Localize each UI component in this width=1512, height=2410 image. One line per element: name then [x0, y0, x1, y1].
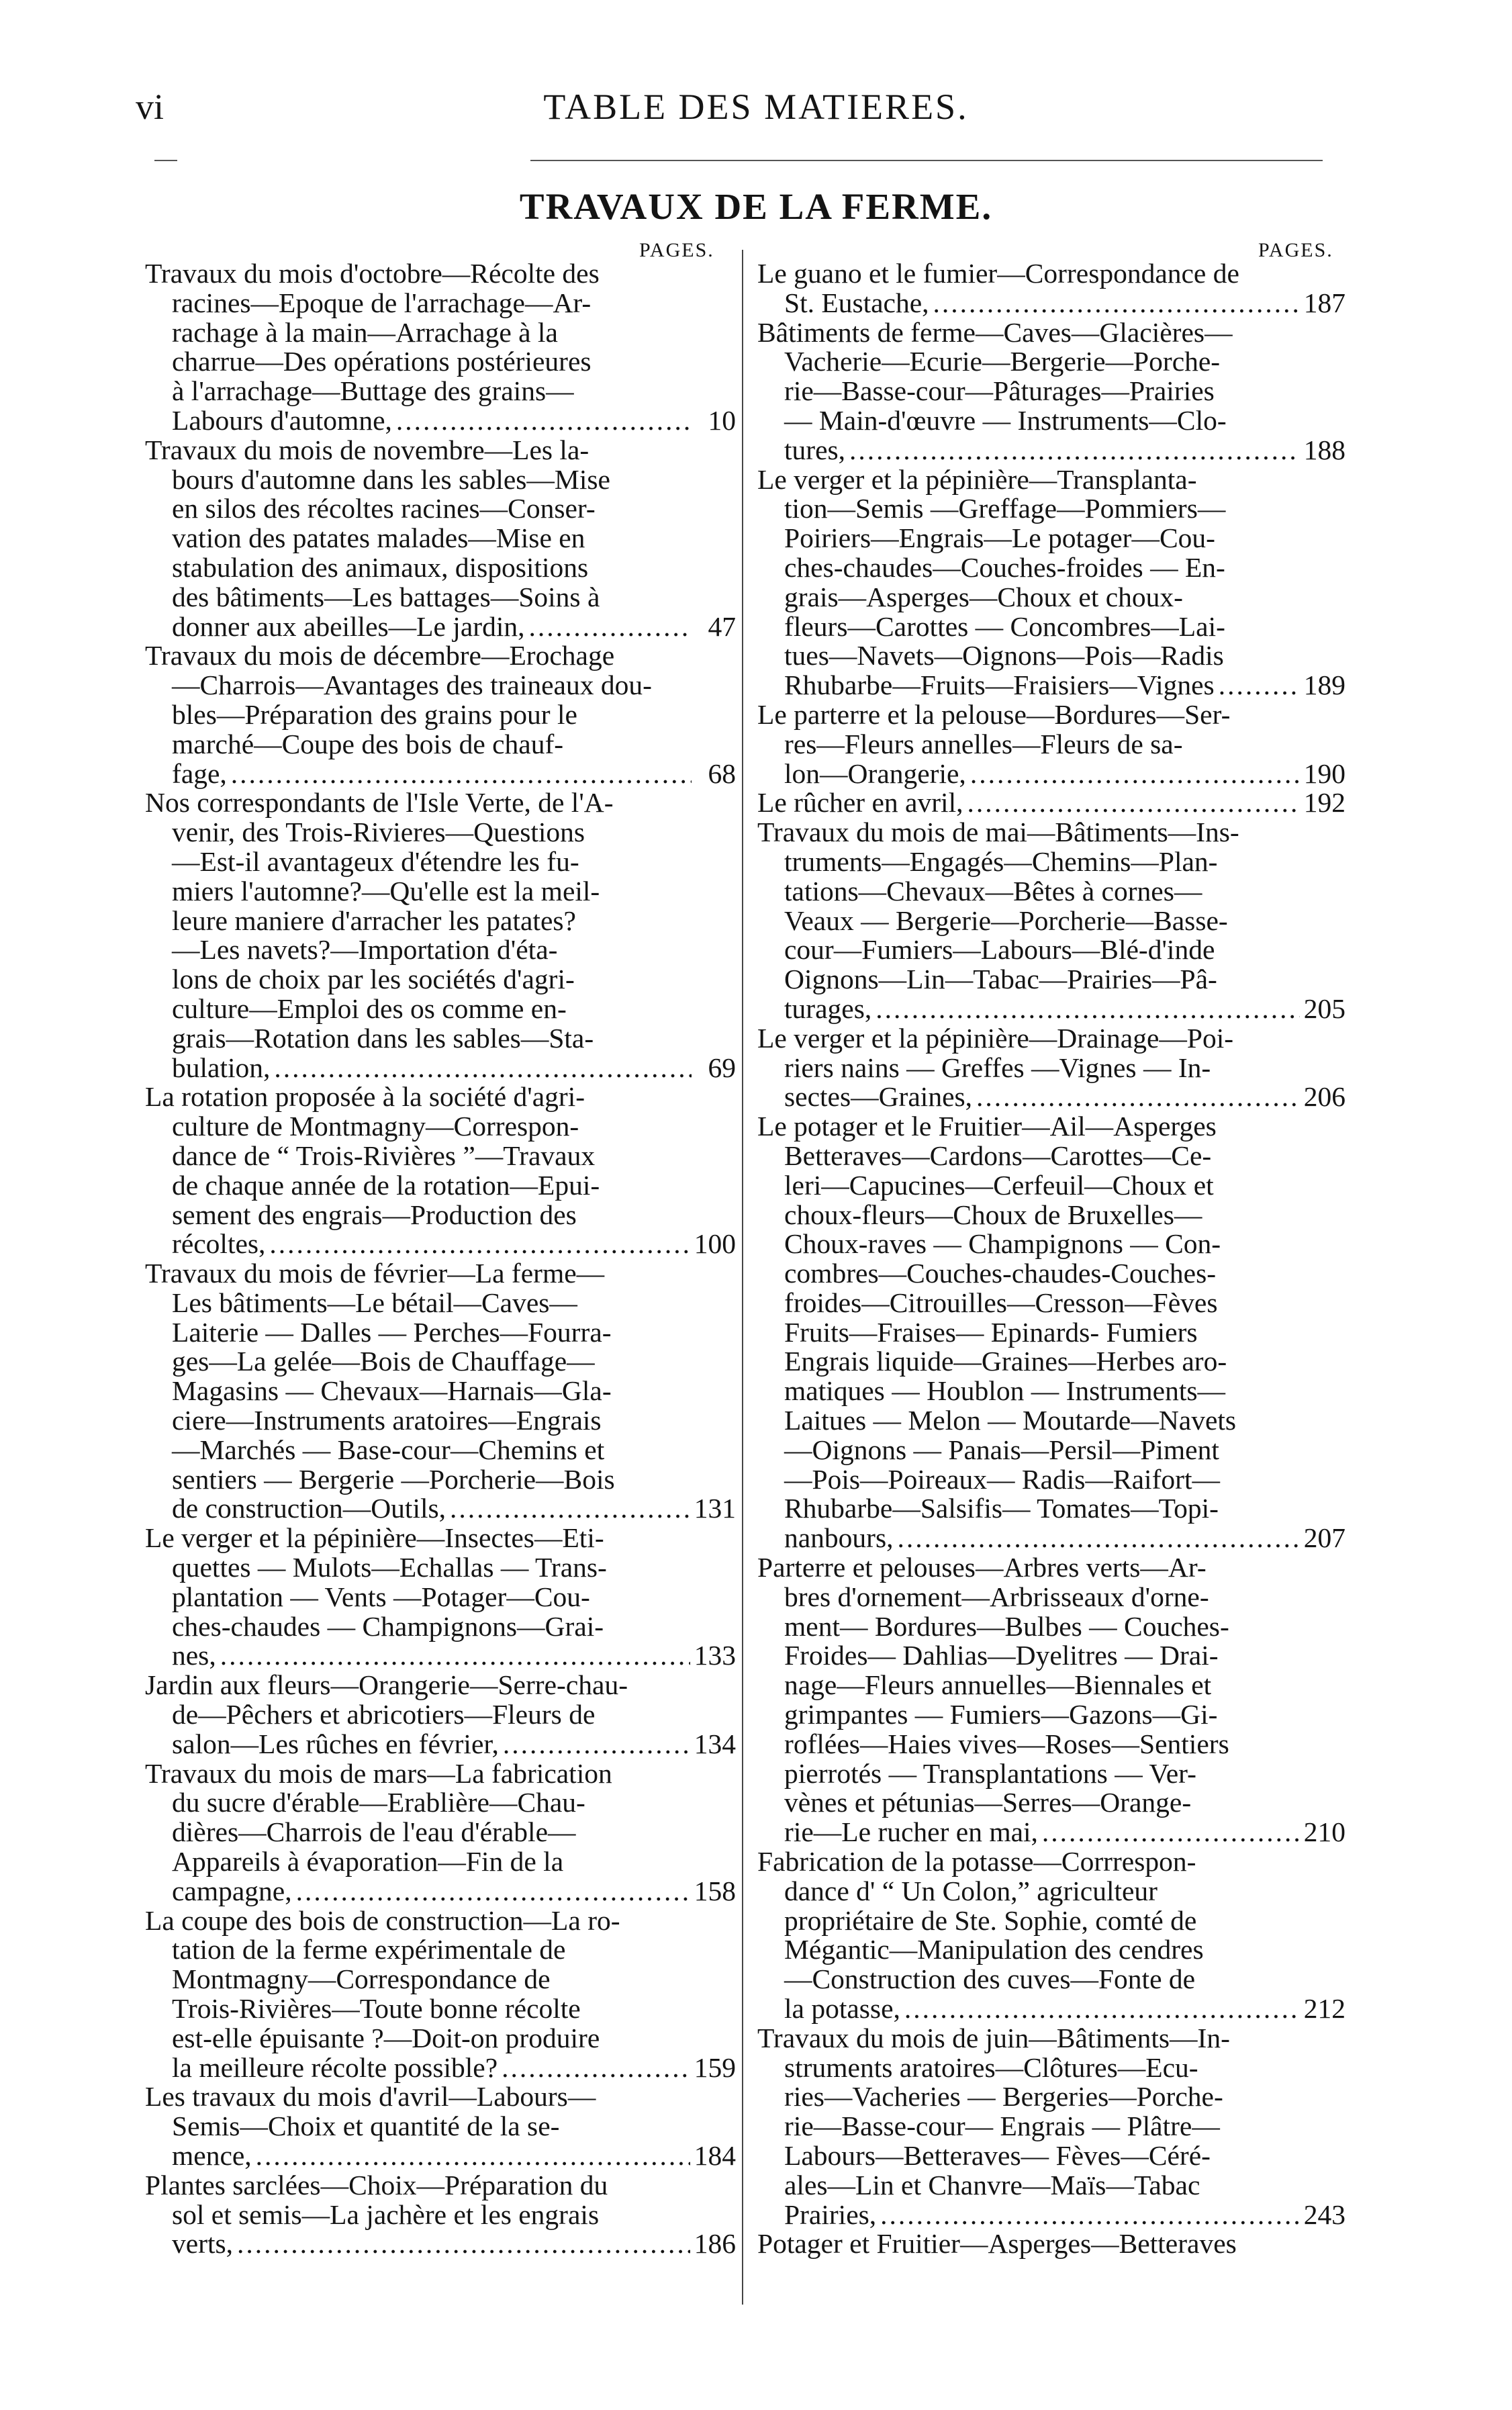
- toc-entry-line: Le guano et le fumier—Correspondance de: [757, 258, 1239, 289]
- toc-entry-line: matiques — Houblon — Instruments—: [784, 1375, 1226, 1407]
- dot-leader: [849, 436, 1300, 465]
- toc-entry: [757, 259, 1345, 318]
- toc-entry-line: —Charrois—Avantages des traineaux dou-: [172, 669, 652, 701]
- toc-entry-line: Le potager et le Fruitier—Ail—Asperges: [757, 1111, 1217, 1142]
- toc-entry-line: Oignons—Lin—Tabac—Prairies—Pâ-: [784, 964, 1217, 995]
- toc-entry-last-line: Le rûcher en avril,: [757, 787, 963, 819]
- page-number: vi: [136, 87, 164, 127]
- dot-leader: [450, 1494, 690, 1524]
- toc-entry-last-line: tures,: [784, 434, 846, 465]
- right-column: [757, 259, 1345, 2259]
- toc-entry: [757, 1024, 1345, 1112]
- toc-entry-line: de—Pêchers et abricotiers—Fleurs de: [172, 1699, 596, 1730]
- toc-entry-line: roflées—Haies vives—Roses—Sentiers: [784, 1728, 1229, 1759]
- toc-entry-last-line: verts,: [172, 2228, 234, 2260]
- toc-entry-last-line: la meilleure récolte possible?: [172, 2051, 498, 2083]
- toc-entry-line: Travaux du mois de mai—Bâtiments—Ins-: [757, 817, 1239, 848]
- toc-entry-line: cour—Fumiers—Labours—Blé-d'inde: [784, 934, 1215, 966]
- toc-entry-line: Engrais liquide—Graines—Herbes aro-: [784, 1346, 1227, 1377]
- toc-entry-line: Potager et Fruitier—Asperges—Betteraves: [757, 2228, 1237, 2260]
- toc-page-number: 47: [708, 610, 736, 642]
- toc-entry: [757, 1553, 1345, 1847]
- toc-entry-line: Appareils à évaporation—Fin de la: [172, 1846, 564, 1878]
- toc-entry: [145, 2171, 736, 2259]
- toc-entry-line: — Main-d'œuvre — Instruments—Clo-: [784, 404, 1227, 436]
- dot-leader: [256, 2141, 690, 2171]
- toc-entry-line: Labours—Betteraves— Fèves—Céré-: [784, 2140, 1211, 2171]
- toc-page-number: 68: [708, 757, 736, 789]
- toc-entry: [757, 818, 1345, 1024]
- toc-entry: [757, 2229, 1345, 2259]
- toc-entry-line: Nos correspondants de l'Isle Verte, de l'A-: [145, 787, 614, 819]
- toc-entry-line: leri—Capucines—Cerfeuil—Choux et: [784, 1169, 1214, 1201]
- toc-entry: [145, 1671, 736, 1759]
- toc-entry-line: Rhubarbe—Salsifis— Tomates—Topi-: [784, 1493, 1219, 1524]
- toc-entry-last-line: nes,: [172, 1640, 216, 1671]
- toc-entry-last-line: rie—Le rucher en mai,: [784, 1816, 1038, 1848]
- toc-entry-last-line: récoltes,: [172, 1228, 266, 1260]
- toc-entry-line: Travaux du mois de juin—Bâtiments—In-: [757, 2022, 1230, 2053]
- toc-entry-line: struments aratoires—Clôtures—Ecu-: [784, 2051, 1198, 2083]
- toc-entry-line: bres d'ornement—Arbrisseaux d'orne-: [784, 1581, 1209, 1612]
- toc-entry: [757, 1847, 1345, 2024]
- toc-entry-line: culture de Montmagny—Correspon-: [172, 1111, 579, 1142]
- toc-entry-last-line: turages,: [784, 992, 872, 1024]
- dot-leader: [296, 1877, 690, 1906]
- toc-entry-line: Laitues — Melon — Moutarde—Navets: [784, 1405, 1237, 1436]
- toc-entry-line: La coupe des bois de construction—La ro-: [145, 1904, 620, 1936]
- toc-entry-line: tion—Semis —Greffage—Pommiers—: [784, 493, 1226, 524]
- toc-entry-line: racines—Epoque de l'arrachage—Ar-: [172, 287, 592, 318]
- toc-entry-line: sol et semis—La jachère et les engrais: [172, 2198, 600, 2230]
- toc-entry-line: miers l'automne?—Qu'elle est la meil-: [172, 875, 600, 907]
- toc-entry-line: ries—Vacheries — Bergeries—Porche-: [784, 2081, 1223, 2113]
- toc-page-number: 10: [708, 404, 736, 436]
- toc-entry-last-line: fage,: [172, 757, 227, 789]
- toc-entry-line: des bâtiments—Les battages—Soins à: [172, 581, 600, 612]
- toc-entry-last-line: Labours d'automne,: [172, 404, 392, 436]
- toc-entry-line: rie—Basse-cour—Pâturages—Prairies: [784, 375, 1215, 407]
- toc-entry: [145, 1524, 736, 1671]
- toc-entry-line: tation de la ferme expérimentale de: [172, 1934, 566, 1965]
- toc-entry-line: dance de “ Trois-Rivières ”—Travaux: [172, 1140, 596, 1171]
- toc-entry-last-line: St. Eustache,: [784, 287, 929, 318]
- dot-leader: [904, 1994, 1300, 2024]
- toc-entry-line: ches-chaudes—Couches-froides — En-: [784, 551, 1225, 583]
- toc-entry-line: grais—Asperges—Choux et choux-: [784, 581, 1183, 612]
- toc-entry-line: —Est-il avantageux d'étendre les fu-: [172, 845, 579, 877]
- toc-entry: [145, 1759, 736, 1906]
- toc-entry-line: Parterre et pelouses—Arbres verts—Ar-: [757, 1552, 1207, 1583]
- toc-entry-last-line: sectes—Graines,: [784, 1081, 973, 1113]
- toc-entry-line: bles—Préparation des grains pour le: [172, 698, 577, 730]
- toc-page-number: 69: [708, 1052, 736, 1083]
- toc-entry: [757, 700, 1345, 788]
- toc-entry-line: fleurs—Carottes — Concombres—Lai-: [784, 610, 1225, 642]
- pages-label-left: PAGES.: [639, 239, 714, 261]
- toc-entry-line: ches-chaudes — Champignons—Grai-: [172, 1610, 604, 1642]
- toc-entry: [757, 318, 1345, 465]
- toc-entry-line: Les bâtiments—Le bétail—Caves—: [172, 1287, 577, 1318]
- toc-entry-line: Le parterre et la pelouse—Bordures—Ser-: [757, 698, 1231, 730]
- toc-page-number: 206: [1303, 1081, 1345, 1113]
- toc-entry-line: tations—Chevaux—Bêtes à cornes—: [784, 875, 1202, 907]
- toc-entry: [145, 641, 736, 788]
- toc-entry-line: lons de choix par les sociétés d'agri-: [172, 964, 575, 995]
- toc-entry-line: Le verger et la pépinière—Drainage—Poi-: [757, 1022, 1234, 1054]
- toc-entry-last-line: lon—Orangerie,: [784, 757, 966, 789]
- toc-entry-line: rachage à la main—Arrachage à la: [172, 316, 558, 348]
- toc-entry-last-line: Rhubarbe—Fruits—Fraisiers—Vignes: [784, 669, 1215, 701]
- toc-entry-line: grimpantes — Fumiers—Gazons—Gi-: [784, 1699, 1218, 1730]
- dot-leader: [274, 1054, 692, 1083]
- dot-leader: [237, 2229, 690, 2259]
- toc-entry-line: marché—Coupe des bois de chauf-: [172, 728, 564, 759]
- toc-entry-line: combres—Couches-chaudes-Couches-: [784, 1258, 1217, 1289]
- dot-leader: [967, 788, 1299, 818]
- toc-entry-line: stabulation des animaux, dispositions: [172, 551, 589, 583]
- toc-entry-last-line: bulation,: [172, 1052, 271, 1083]
- dot-leader: [231, 759, 692, 789]
- toc-page-number: 184: [694, 2140, 736, 2171]
- toc-entry-line: —Construction des cuves—Fonte de: [784, 1963, 1196, 1995]
- toc-entry: [145, 259, 736, 436]
- toc-entry-line: pierrotés — Transplantations — Ver-: [784, 1757, 1196, 1789]
- toc-entry-line: Travaux du mois de décembre—Erochage: [145, 640, 615, 671]
- toc-entry-line: Semis—Choix et quantité de la se-: [172, 2111, 560, 2142]
- dot-leader: [976, 1082, 1300, 1112]
- toc-entry-line: res—Fleurs annelles—Fleurs de sa-: [784, 728, 1183, 759]
- toc-entry-last-line: donner aux abeilles—Le jardin,: [172, 610, 525, 642]
- toc-page-number: 207: [1303, 1522, 1345, 1554]
- toc-entry-last-line: la potasse,: [784, 1993, 900, 2025]
- toc-entry-line: grais—Rotation dans les sables—Sta-: [172, 1022, 594, 1054]
- toc-page-number: 205: [1303, 992, 1345, 1024]
- toc-entry: [757, 465, 1345, 700]
- toc-entry-line: —Les navets?—Importation d'éta-: [172, 934, 558, 966]
- dot-leader: [528, 612, 692, 642]
- toc-entry-line: Veaux — Bergerie—Porcherie—Basse-: [784, 905, 1228, 936]
- dot-leader: [503, 1730, 690, 1759]
- toc-entry-line: Travaux du mois de novembre—Les la-: [145, 434, 589, 465]
- toc-page-number: 187: [1303, 287, 1345, 318]
- toc-entry-line: Mégantic—Manipulation des cendres: [784, 1934, 1204, 1965]
- toc-entry-line: vènes et pétunias—Serres—Orange-: [784, 1787, 1192, 1818]
- toc-entry-line: est-elle épuisante ?—Doit-on produire: [172, 2022, 600, 2053]
- toc-page-number: 133: [694, 1640, 736, 1671]
- dot-leader: [1042, 1818, 1300, 1847]
- toc-page-number: 158: [694, 1875, 736, 1906]
- toc-entry-last-line: campagne,: [172, 1875, 292, 1906]
- toc-page-number: 131: [694, 1493, 736, 1524]
- toc-page-number: 212: [1303, 1993, 1345, 2025]
- toc-entry-line: ges—La gelée—Bois de Chauffage—: [172, 1346, 595, 1377]
- toc-entry: [757, 788, 1345, 818]
- dot-leader: [876, 994, 1300, 1024]
- dot-leader: [220, 1641, 690, 1671]
- toc-entry-line: sement des engrais—Production des: [172, 1199, 577, 1230]
- toc-entry: [145, 788, 736, 1082]
- dot-leader: [933, 289, 1300, 318]
- toc-entry-line: —Marchés — Base-cour—Chemins et: [172, 1434, 605, 1465]
- toc-entry: [757, 1112, 1345, 1553]
- toc-entry-line: vation des patates malades—Mise en: [172, 522, 585, 554]
- toc-entry-line: —Oignons — Panais—Persil—Piment: [784, 1434, 1219, 1465]
- toc-entry-line: propriétaire de Ste. Sophie, comté de: [784, 1904, 1197, 1936]
- toc-entry-line: Jardin aux fleurs—Orangerie—Serre-chau-: [145, 1669, 628, 1701]
- toc-entry: [145, 1082, 736, 1259]
- toc-entry-line: Travaux du mois de février—La ferme—: [145, 1258, 605, 1289]
- left-column: [145, 259, 736, 2259]
- toc-entry-line: Travaux du mois d'octobre—Récolte des: [145, 258, 600, 289]
- toc-entry-last-line: mence,: [172, 2140, 252, 2171]
- toc-entry-line: —Pois—Poireaux— Radis—Raifort—: [784, 1463, 1220, 1495]
- toc-entry-line: ment— Bordures—Bulbes — Couches-: [784, 1610, 1229, 1642]
- toc-entry: [145, 436, 736, 642]
- dot-leader: [502, 2053, 690, 2083]
- toc-entry-last-line: salon—Les rûches en février,: [172, 1728, 499, 1759]
- toc-entry-line: de chaque année de la rotation—Epui-: [172, 1169, 600, 1201]
- header-rule-left: [154, 160, 177, 161]
- toc-page-number: 192: [1303, 787, 1345, 819]
- section-title: TRAVAUX DE LA FERME.: [519, 186, 993, 227]
- toc-entry: [145, 1259, 736, 1524]
- dot-leader: [880, 2200, 1300, 2230]
- dot-leader: [898, 1524, 1300, 1553]
- toc-page-number: 186: [694, 2228, 736, 2260]
- toc-entry-line: Le verger et la pépinière—Insectes—Eti-: [145, 1522, 604, 1554]
- toc-entry-line: Magasins — Chevaux—Harnais—Gla-: [172, 1375, 612, 1407]
- toc-entry-line: Betteraves—Cardons—Carottes—Ce-: [784, 1140, 1212, 1171]
- toc-entry-line: leure maniere d'arracher les patates?: [172, 905, 576, 936]
- toc-entry-line: dières—Charrois de l'eau d'érable—: [172, 1816, 576, 1848]
- toc-page-number: 190: [1303, 757, 1345, 789]
- toc-entry-line: à l'arrachage—Buttage des grains—: [172, 375, 574, 407]
- toc-entry-line: Plantes sarclées—Choix—Préparation du: [145, 2169, 608, 2200]
- toc-entry: [145, 1906, 736, 2083]
- toc-page-number: 189: [1303, 669, 1345, 701]
- toc-entry-line: du sucre d'érable—Erablière—Chau-: [172, 1787, 585, 1818]
- pages-label-right: PAGES.: [1258, 239, 1333, 261]
- toc-page-number: 100: [694, 1228, 736, 1260]
- toc-entry-line: Montmagny—Correspondance de: [172, 1963, 551, 1995]
- toc-entry-line: truments—Engagés—Chemins—Plan-: [784, 845, 1218, 877]
- toc-page-number: 159: [694, 2051, 736, 2083]
- toc-entry-line: La rotation proposée à la société d'agri-: [145, 1081, 585, 1113]
- toc-entry-line: tues—Navets—Oignons—Pois—Radis: [784, 640, 1224, 671]
- toc-entry-line: bours d'automne dans les sables—Mise: [172, 463, 610, 495]
- toc-entry-line: en silos des récoltes racines—Conser-: [172, 493, 596, 524]
- toc-page-number: 134: [694, 1728, 736, 1759]
- toc-entry-line: plantation — Vents —Potager—Cou-: [172, 1581, 590, 1612]
- toc-entry-line: dance d' “ Un Colon,” agriculteur: [784, 1875, 1157, 1906]
- dot-leader: [970, 759, 1300, 789]
- toc-entry-line: riers nains — Greffes —Vignes — In-: [784, 1052, 1211, 1083]
- toc-entry-last-line: nanbours,: [784, 1522, 894, 1554]
- toc-entry-last-line: Prairies,: [784, 2198, 877, 2230]
- toc-entry-line: venir, des Trois-Rivieres—Questions: [172, 817, 585, 848]
- toc-entry-line: charrue—Des opérations postérieures: [172, 346, 592, 377]
- dot-leader: [269, 1230, 690, 1259]
- column-divider: [742, 250, 743, 2305]
- toc-entry-line: Trois-Rivières—Toute bonne récolte: [172, 1993, 581, 2025]
- dot-leader: [396, 406, 692, 436]
- toc-page-number: 188: [1303, 434, 1345, 465]
- toc-entry-line: choux-fleurs—Choux de Bruxelles—: [784, 1199, 1202, 1230]
- toc-entry-line: quettes — Mulots—Echallas — Trans-: [172, 1552, 607, 1583]
- toc-entry-line: Les travaux du mois d'avril—Labours—: [145, 2081, 596, 2113]
- toc-page-number: 210: [1303, 1816, 1345, 1848]
- dot-leader: [1219, 671, 1300, 700]
- toc-entry-line: Fruits—Fraises— Epinards- Fumiers: [784, 1316, 1198, 1348]
- toc-entry-line: ales—Lin et Chanvre—Maïs—Tabac: [784, 2169, 1200, 2200]
- toc-entry-line: sentiers — Bergerie —Porcherie—Bois: [172, 1463, 615, 1495]
- running-title: TABLE DES MATIERES.: [543, 87, 969, 127]
- toc-entry-line: ciere—Instruments aratoires—Engrais: [172, 1405, 602, 1436]
- toc-entry: [757, 2024, 1345, 2230]
- toc-entry-line: Fabrication de la potasse—Corrrespon-: [757, 1846, 1196, 1878]
- toc-entry-line: Poiriers—Engrais—Le potager—Cou-: [784, 522, 1215, 554]
- toc-page-number: 243: [1303, 2198, 1345, 2230]
- toc-entry-line: Choux-raves — Champignons — Con-: [784, 1228, 1221, 1260]
- toc-entry: [145, 2082, 736, 2170]
- header-rule: [530, 160, 1323, 161]
- toc-entry-line: Vacherie—Ecurie—Bergerie—Porche-: [784, 346, 1221, 377]
- toc-entry-line: Froides— Dahlias—Dyelitres — Drai-: [784, 1640, 1219, 1671]
- toc-entry-line: Bâtiments de ferme—Caves—Glacières—: [757, 316, 1233, 348]
- toc-entry-line: culture—Emploi des os comme en-: [172, 992, 567, 1024]
- toc-entry-line: nage—Fleurs annuelles—Biennales et: [784, 1669, 1212, 1701]
- toc-entry-line: froides—Citrouilles—Cresson—Fèves: [784, 1287, 1218, 1318]
- toc-entry-line: rie—Basse-cour— Engrais — Plâtre—: [784, 2111, 1220, 2142]
- toc-entry-last-line: de construction—Outils,: [172, 1493, 446, 1524]
- toc-entry-line: Le verger et la pépinière—Transplanta-: [757, 463, 1197, 495]
- toc-entry-line: Travaux du mois de mars—La fabrication: [145, 1757, 612, 1789]
- toc-entry-line: Laiterie — Dalles — Perches—Fourra-: [172, 1316, 612, 1348]
